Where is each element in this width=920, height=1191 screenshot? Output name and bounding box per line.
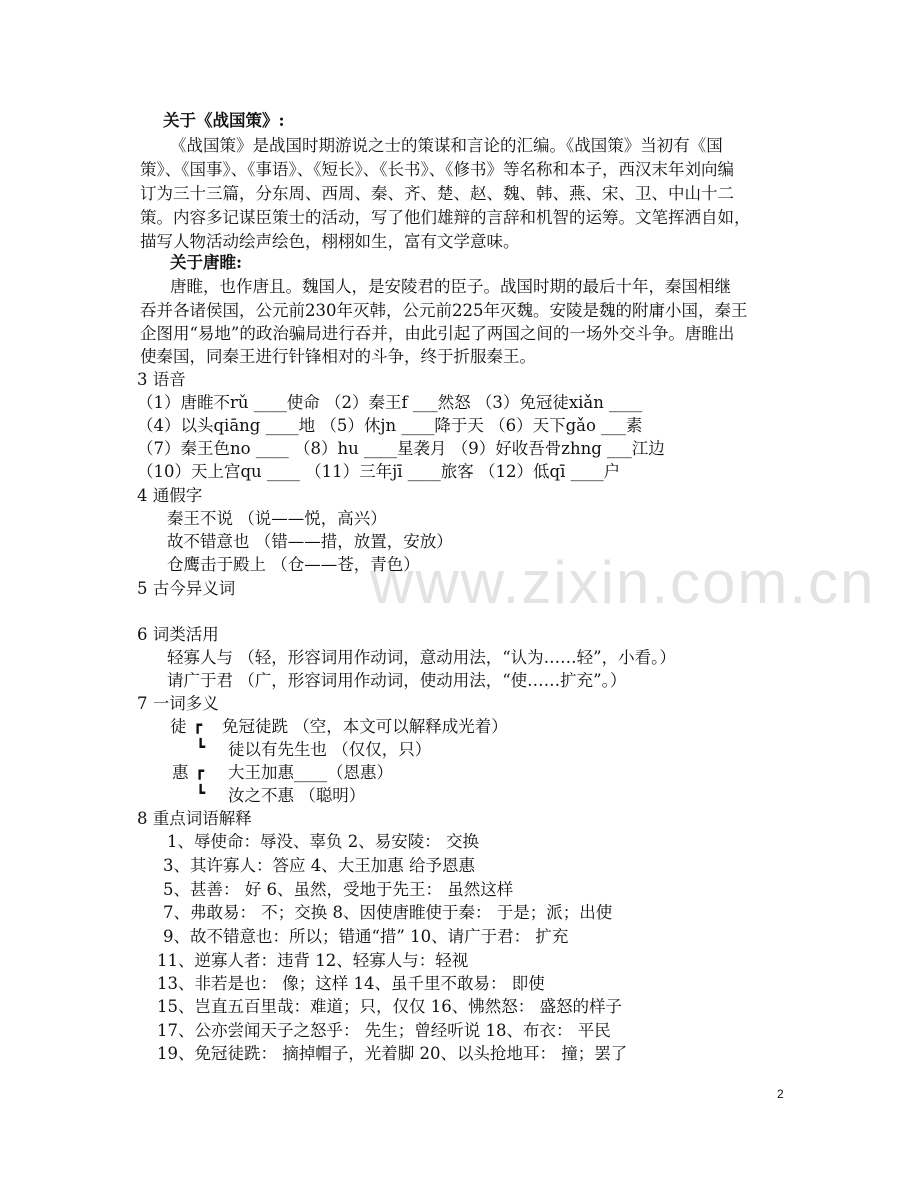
bracket-top-icon: ┏ (193, 716, 203, 734)
bracket-bottom-icon: ┗ (196, 784, 206, 802)
section-3-title: 3 语音 (137, 370, 186, 389)
section-7-title: 7 一词多义 (137, 694, 219, 713)
loanword-row-1: 秦王不说 （说——悦，高兴） (167, 509, 387, 528)
zgc-heading: 关于《战国策》: (163, 111, 285, 130)
zgc-line-3: 订为三十三篇，分东周、西周、秦、齐、楚、赵、魏、韩、燕、宋、卫、中山十二 (140, 184, 734, 203)
zgc-line-5: 描写人物活动绘声绘色，栩栩如生，富有文学意味。 (140, 232, 520, 251)
tj-line-3: 企图用“易地”的政治骗局进行吞并，由此引起了两国之间的一场外交斗争。唐睢出 (140, 324, 735, 343)
polysemy-char-hui: 惠 (172, 763, 189, 782)
bracket-top-icon: ┏ (195, 762, 205, 780)
part-of-speech-row-1: 轻寡人与 （轻，形容词用作动词，意动用法，“认为……轻”，小看。） (167, 648, 676, 667)
polysemy-row-2: 徒以有先生也 （仅仅，只） (228, 740, 432, 759)
vocab-row-10: 19、免冠徒跣： 摘掉帽子，光着脚 20、以头抢地耳： 撞；罢了 (157, 1044, 628, 1063)
zgc-line-4: 策。内容多记谋臣策士的活动，写了他们雄辩的言辞和机智的运筹。文笔挥洒自如， (140, 208, 751, 227)
tj-line-1: 唐睢，也作唐且。魏国人，是安陵君的臣子。战国时期的最后十年，秦国相继 (170, 277, 731, 296)
vocab-row-7: 13、非若是也： 像；这样 14、虽千里不敢易： 即使 (157, 974, 545, 993)
loanword-row-2: 故不错意也 （错——措，放置，安放） (167, 532, 453, 551)
polysemy-row-3: 大王加惠____（恩惠） (228, 763, 393, 782)
pronunciation-row-1: （1）唐睢不rǔ ____使命 （2）秦王f ___然怒 （3）免冠徒xiǎn ____ (137, 393, 643, 412)
tj-line-2: 吞并各诸侯国，公元前230年灭韩，公元前225年灭魏。安陵是魏的附庸小国，秦王 (140, 301, 748, 320)
polysemy-row-1: 免冠徒跣 （空，本文可以解释成光着） (222, 717, 508, 736)
part-of-speech-row-2: 请广于君 （广，形容词用作动词，使动用法，“使……扩充”。） (167, 671, 627, 690)
pronunciation-row-2: （4）以头qiāng ____地 （5）休jn ____降于天 （6）天下gǎo ___素 (137, 416, 643, 435)
tj-line-4: 使秦国，同秦王进行针锋相对的斗争，终于折服秦王。 (140, 347, 536, 366)
tj-heading: 关于唐睢: (170, 253, 243, 272)
vocab-row-6: 11、逆寡人者：违背 12、轻寡人与：轻视 (157, 951, 469, 970)
vocab-row-2: 3、其许寡人：答应 4、大王加惠 给予恩惠 (163, 856, 475, 875)
zgc-line-2: 策》、《国事》、《事语》、《短长》、《长书》、《修书》等名称和本子，西汉末年刘向编 (140, 160, 734, 179)
polysemy-row-4: 汝之不惠 （聪明） (228, 786, 366, 805)
vocab-row-4: 7、弗敢易： 不；交换 8、因使唐睢使于秦： 于是；派；出使 (163, 903, 613, 922)
section-8-title: 8 重点词语解释 (137, 809, 252, 828)
section-6-title: 6 词类活用 (137, 625, 219, 644)
polysemy-char-tu: 徒 (170, 717, 187, 736)
vocab-row-8: 15、岂直五百里哉：难道；只，仅仅 16、怫然怒： 盛怒的样子 (157, 997, 622, 1016)
vocab-row-5: 9、故不错意也：所以；错通“措” 10、请广于君： 扩充 (163, 927, 569, 946)
section-4-title: 4 通假字 (137, 486, 203, 505)
section-5-title: 5 古今异义词 (137, 579, 236, 598)
loanword-row-3: 仓鹰击于殿上 （仓——苍，青色） (167, 555, 420, 574)
pronunciation-row-4: （10）天上宫qu ____ （11）三年jī ____旅客 （12）低qī ____户 (137, 462, 621, 481)
vocab-row-1: 1、辱使命：辱没、辜负 2、易安陵： 交换 (167, 832, 479, 851)
page-number: 2 (777, 1087, 784, 1101)
pronunciation-row-3: （7）秦王色no ____ （8）hu ____星袭月 （9）好收吾骨zhng ___江边 (137, 439, 665, 458)
bracket-bottom-icon: ┗ (196, 738, 206, 756)
vocab-row-3: 5、甚善： 好 6、虽然，受地于先王： 虽然这样 (163, 880, 514, 899)
zgc-line-1: 《战国策》是战国时期游说之士的策谋和言论的汇编。《战国策》当初有《国 (170, 136, 723, 155)
vocab-row-9: 17、公亦尝闻天子之怒乎： 先生；曾经听说 18、布衣： 平民 (157, 1021, 611, 1040)
watermark: www.zixin.com.cn (370, 549, 876, 616)
